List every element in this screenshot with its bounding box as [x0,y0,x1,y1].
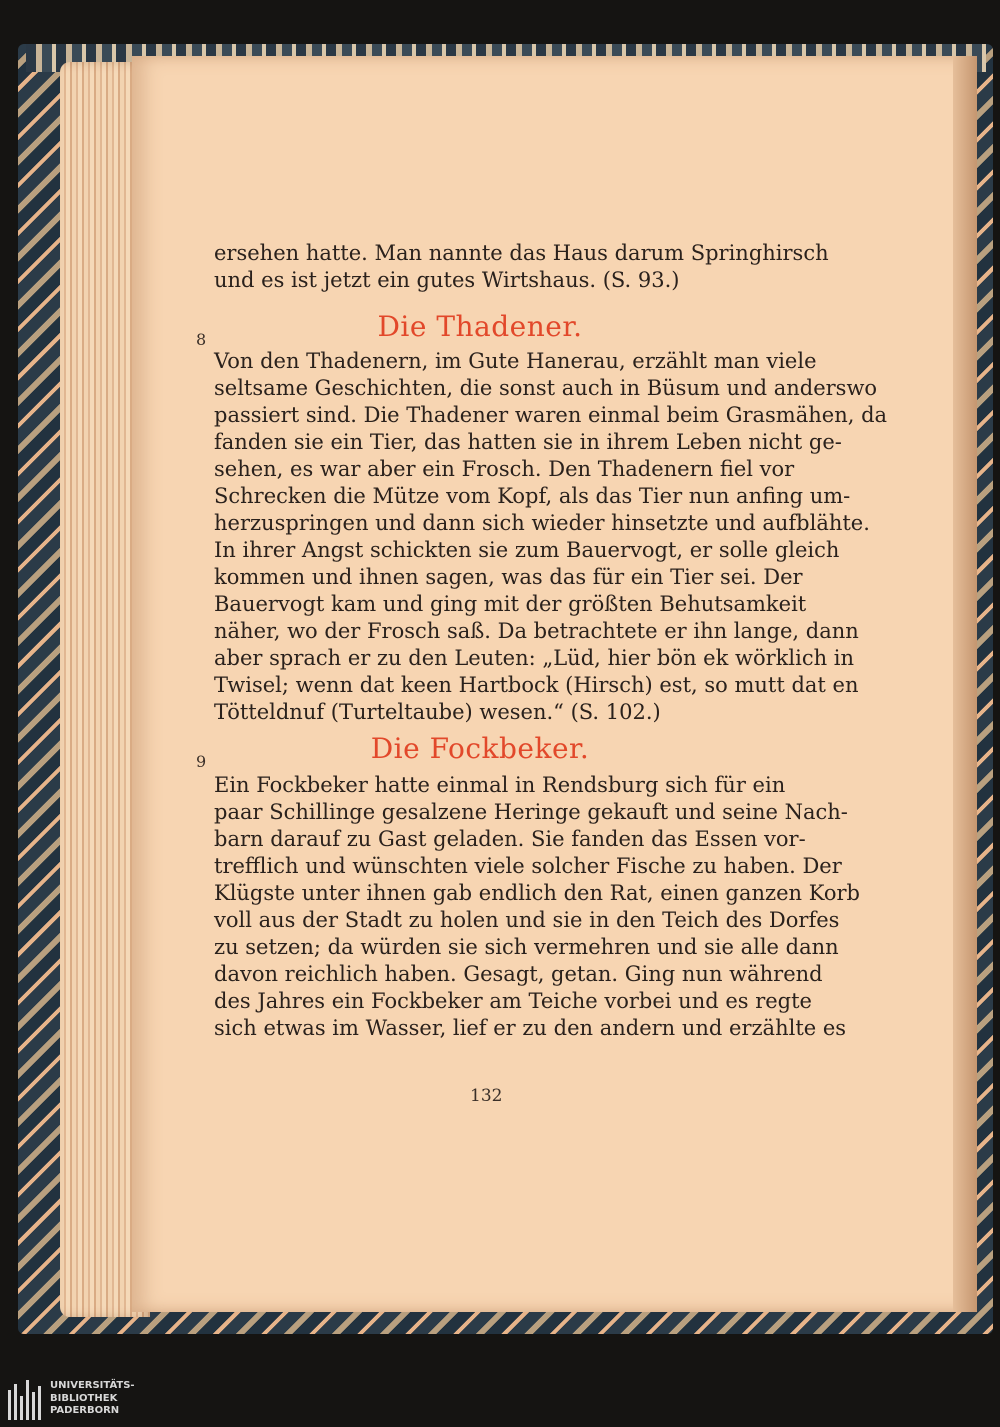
text-line: ersehen hatte. Man nannte das Haus darum Springhirsch [214,241,829,265]
text-line: Von den Thadenern, im Gute Hanerau, erzählt man viele [214,349,817,373]
text-line: voll aus der Stadt zu holen und sie in den Teich des Dorfes [214,908,840,932]
text-line: Schrecken die Mütze vom Kopf, als das Tier nun anfing um- [214,484,851,508]
section-paragraph [214,772,860,1042]
text-line: sehen, es war aber ein Frosch. Den Thadenern fiel vor [214,457,795,481]
text-line: barn darauf zu Gast geladen. Sie fanden das Essen vor- [214,827,806,851]
page-number: 132 [470,1086,503,1106]
text-line: fanden sie ein Tier, das hatten sie in ihrem Leben nicht ge- [214,430,842,454]
library-logo-icon [8,1380,44,1424]
text-line: zu setzen; da würden sie sich vermehren und sie alle dann [214,935,839,959]
section-heading: Die Fockbeker. [370,732,590,765]
page-gutter [953,56,977,1312]
text-line: und es ist jetzt ein gutes Wirtshaus. (S. 93.) [214,268,680,292]
text-line: sich etwas im Wasser, lief er zu den andern und erzählte es [214,1016,847,1040]
library-name [50,1380,135,1418]
text-line: Ein Fockbeker hatte einmal in Rendsburg sich für ein [214,773,786,797]
text-line: Twisel; wenn dat keen Hartbock (Hirsch) est, so mutt dat en [214,673,859,697]
text-line: davon reichlich haben. Gesagt, getan. Ging nun während [214,962,823,986]
text-line: paar Schillinge gesalzene Heringe gekauft und seine Nach- [214,800,848,824]
text-line: trefflich und wünschten viele solcher Fische zu haben. Der [214,854,842,878]
text-line: passiert sind. Die Thadener waren einmal beim Grasmähen, da [214,403,888,427]
text-line: aber sprach er zu den Leuten: „Lüd, hier bön ek wörklich in [214,646,855,670]
text-line: In ihrer Angst schickten sie zum Bauervogt, er solle gleich [214,538,840,562]
text-line: herzuspringen und dann sich wieder hinsetzte und aufblähte. [214,511,870,535]
text-line: seltsame Geschichten, die sonst auch in Büsum und anderswo [214,376,878,400]
library-footer [0,1376,1000,1427]
text-line: Tötteldnuf (Turteltaube) wesen.“ (S. 102.) [214,700,661,724]
text-line: Klügste unter ihnen gab endlich den Rat, einen ganzen Korb [214,881,860,905]
section-paragraph [214,348,888,726]
library-name-line: BIBLIOTHEK [50,1392,118,1404]
text-line: des Jahres ein Fockbeker am Teiche vorbei und es regte [214,989,812,1013]
section-number: 8 [196,330,207,349]
library-name-line: UNIVERSITÄTS- [50,1380,135,1391]
library-name-line: PADERBORN [50,1405,120,1416]
section-number: 9 [196,752,207,771]
intro-paragraph [214,240,829,294]
text-line: näher, wo der Frosch saß. Da betrachtete er ihn lange, dann [214,619,859,643]
section-heading: Die Thadener. [377,310,583,343]
text-line: Bauervogt kam und ging mit der größten Behutsamkeit [214,592,807,616]
text-line: kommen und ihnen sagen, was das für ein Tier sei. Der [214,565,803,589]
